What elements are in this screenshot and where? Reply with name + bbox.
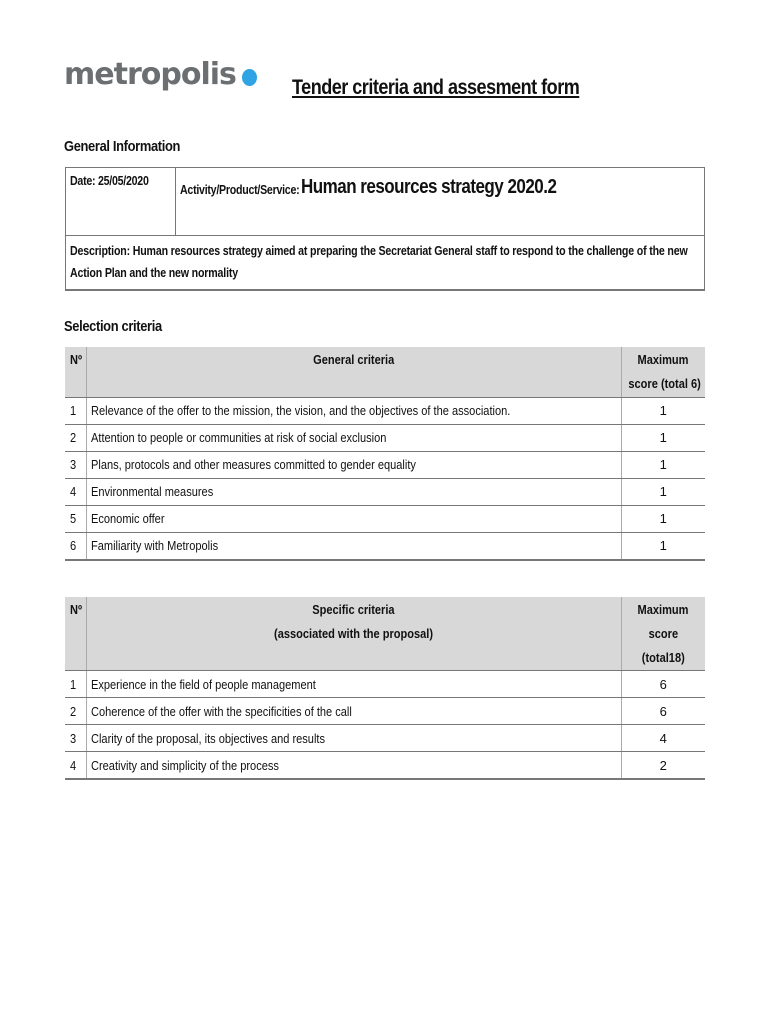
logo-dot-icon [242,69,257,86]
selection-criteria-heading: Selection criteria [64,318,162,335]
general-criteria-header-row [65,347,705,397]
activity-label: Activity/Product/Service: [180,183,300,197]
col-score-header: Maximum score (total18) [621,597,705,671]
col-num-header: Nº [65,347,86,397]
description-text: Description: Human resources strategy aimed at preparing the Secretariat General staff to respond to the challenge of the new Action Plan and the new normality [70,244,688,280]
general-information-heading: General Information [64,138,181,155]
col-score-header: Maximum score (total 6) [621,347,705,397]
table-row: 3 Clarity of the proposal, its objectives and results 4 [65,725,705,752]
general-information-box [65,167,705,291]
specific-criteria-table [65,597,705,780]
table-row: 3 Plans, protocols and other measures committed to gender equality 1 [65,451,705,478]
activity-value: Human resources strategy 2020.2 [301,176,557,198]
specific-criteria-header-row [65,597,705,671]
table-row: 6 Familiarity with Metropolis 1 [65,532,705,560]
col-criteria-header: Specific criteria (associated with the proposal) [86,597,621,671]
table-row: 1 Experience in the field of people management 6 [65,671,705,698]
table-row: 4 Creativity and simplicity of the process 2 [65,752,705,780]
metropolis-logo [64,57,257,92]
page-title: Tender criteria and assesment form [292,76,580,99]
table-row: 4 Environmental measures 1 [65,478,705,505]
date-cell [66,168,176,235]
table-row: 5 Economic offer 1 [65,505,705,532]
table-row: 1 Relevance of the offer to the mission, the vision, and the objectives of the association. 1 [65,397,705,424]
date-text: Date: 25/05/2020 [70,174,149,188]
table-row: 2 Coherence of the offer with the specificities of the call 6 [65,698,705,725]
general-criteria-table [65,347,705,561]
col-num-header: Nº [65,597,86,671]
info-top-row [66,168,704,236]
col-criteria-header: General criteria [86,347,621,397]
logo-text: metropolis [64,57,236,92]
table-row: 2 Attention to people or communities at risk of social exclusion 1 [65,424,705,451]
